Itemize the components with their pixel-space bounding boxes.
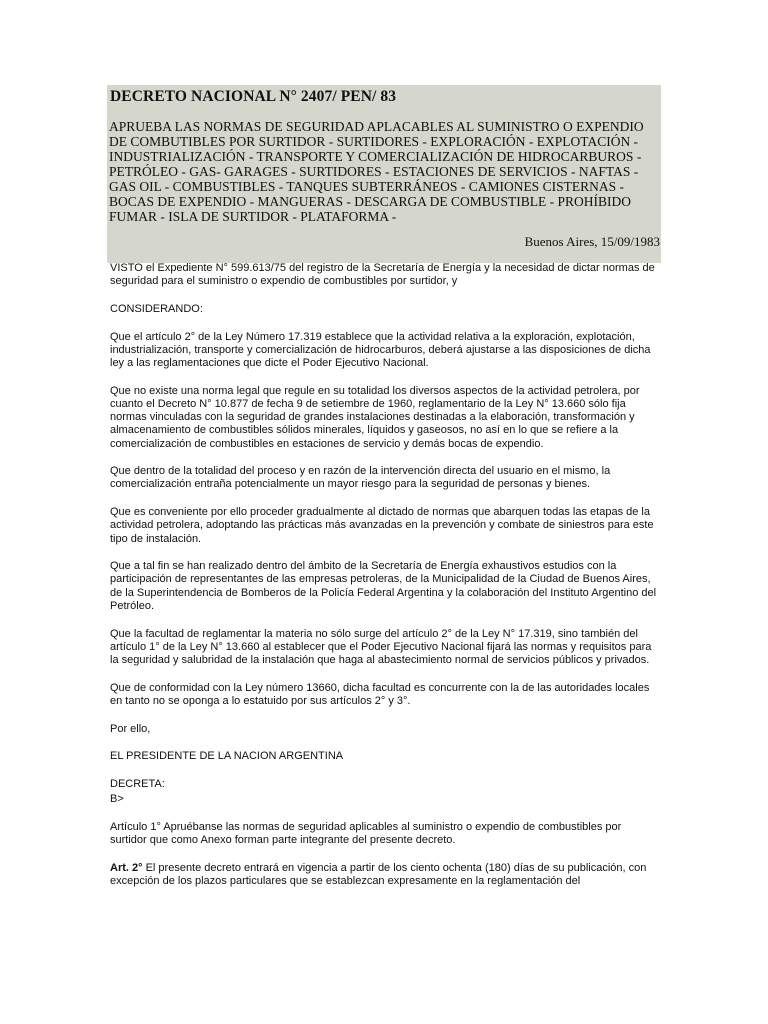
decree-subtitle: APRUEBA LAS NORMAS DE SEGURIDAD APLACABLES AL SUMINISTRO O EXPENDIO DE COMBUTIBLES POR SURTIDOR - SURTIDORES - EXPLORACIÓN - EXPLOTACIÓN - INDUSTRIALIZACIÓN - TRANSPORTE Y COMERCIALIZACIÓN DE HIDROCARBUROS - PETRÓLEO - GAS- GARAGES - SURTIDORES - ESTACIONES DE SERVICIOS - NAFTAS - GAS OIL - COMBUSTIBLES - TANQUES SUBTERRÁNEOS - CAMIONES CISTERNAS - BOCAS DE EXPENDIO - MANGUERAS - DESCARGA DE COMBUSTIBLE - PROHÍBIDO FUMAR - ISLA DE SURTIDOR - PLATAFORMA - bbox=[109, 119, 644, 224]
decreta-heading: DECRETA: bbox=[110, 777, 165, 790]
article-2-label: Art. 2° bbox=[110, 861, 143, 874]
considerando-paragraph-1: Que el artículo 2° de la Ley Número 17.319 establece que la actividad relativa a la exploración, explotación, industrialización, transporte y comercialización de hidrocarburos, deberá ajustarse a las disposiciones de dicha ley a las reglamentaciones que dicte el Poder Ejecutivo Nacional. bbox=[110, 330, 651, 370]
considerando-paragraph-5: Que a tal fin se han realizado dentro del ámbito de la Secretaría de Energía exhaustivos estudios con la participación de representantes de las empresas petroleras, de la Municipalidad de la Ciudad de Buenos Aires, de la Superintendencia de Bomberos de la Policía Federal Argentina y la colaboración del Instituto Argentino del Petróleo. bbox=[110, 560, 657, 612]
markup-fragment: B> bbox=[110, 793, 124, 806]
considerando-paragraph-2: Que no existe una norma legal que regule en su totalidad los diversos aspectos de la actividad petrolera, por cuanto el Decreto N° 10.877 de fecha 9 de setiembre de 1960, reglamentario de la Ley N° 13.660 sólo fija normas vinculadas con la seguridad de grandes instalaciones destinadas a la elaboración, transformación y almacenamiento de combustibles sólidos minerales, líquidos y gaseosos, no así en lo que se refiere a la comercialización de combustibles en estaciones de servicio y demás bocas de expendio. bbox=[110, 384, 640, 450]
considerando-paragraph-6: Que la facultad de reglamentar la materia no sólo surge del artículo 2° de la Ley N° 17.319, sino también del artículo 1° de la Ley N° 13.660 al establecer que el Poder Ejecutivo Nacional fijará las normas y requisitos para la seguridad y salubridad de la instalación que haga al abastecimiento normal de servicios públicos y privados. bbox=[110, 627, 652, 666]
decree-header bbox=[107, 85, 661, 263]
decree-date: Buenos Aires, 15/09/1983 bbox=[524, 234, 660, 249]
visto-paragraph: VISTO el Expediente N° 599.613/75 del registro de la Secretaría de Energía y la necesidad de dictar normas de seguridad para el suministro o expendio de combustibles por surtidor, y bbox=[110, 262, 655, 288]
por-ello: Por ello, bbox=[110, 722, 151, 735]
considerando-paragraph-7: Que de conformidad con la Ley número 13660, dicha facultad es concurrente con la de las autoridades locales en tanto no se oponga a lo estatuido por sus artículos 2° y 3°. bbox=[110, 681, 650, 707]
decree-body bbox=[110, 262, 660, 903]
article-2 bbox=[110, 862, 660, 888]
presidente-heading: EL PRESIDENTE DE LA NACION ARGENTINA bbox=[110, 750, 344, 763]
considerando-paragraph-4: Que es conveniente por ello proceder gradualmente al dictado de normas que abarquen todas las etapas de la actividad petrolera, adoptando las prácticas más avanzadas en la prevención y combate de siniestros para este tipo de instalación. bbox=[110, 506, 654, 545]
article-2-text: El presente decreto entrará en vigencia a partir de los ciento ochenta (180) días de su publicación, con excepción de los plazos particulares que se establezcan expresamente en la reglamentación del bbox=[110, 861, 647, 887]
decree-title: DECRETO NACIONAL N° 2407/ PEN/ 83 bbox=[110, 88, 397, 105]
considerando-heading: CONSIDERANDO: bbox=[110, 302, 203, 315]
article-1: Artículo 1° Apruébanse las normas de seguridad aplicables al suministro o expendio de combustibles por surtidor que como Anexo forman parte integrante del presente decreto. bbox=[110, 820, 622, 847]
considerando-paragraph-3: Que dentro de la totalidad del proceso y en razón de la intervención directa del usuario en el mismo, la comercialización entraña potencialmente un mayor riesgo para la seguridad de personas y bienes. bbox=[110, 465, 611, 491]
